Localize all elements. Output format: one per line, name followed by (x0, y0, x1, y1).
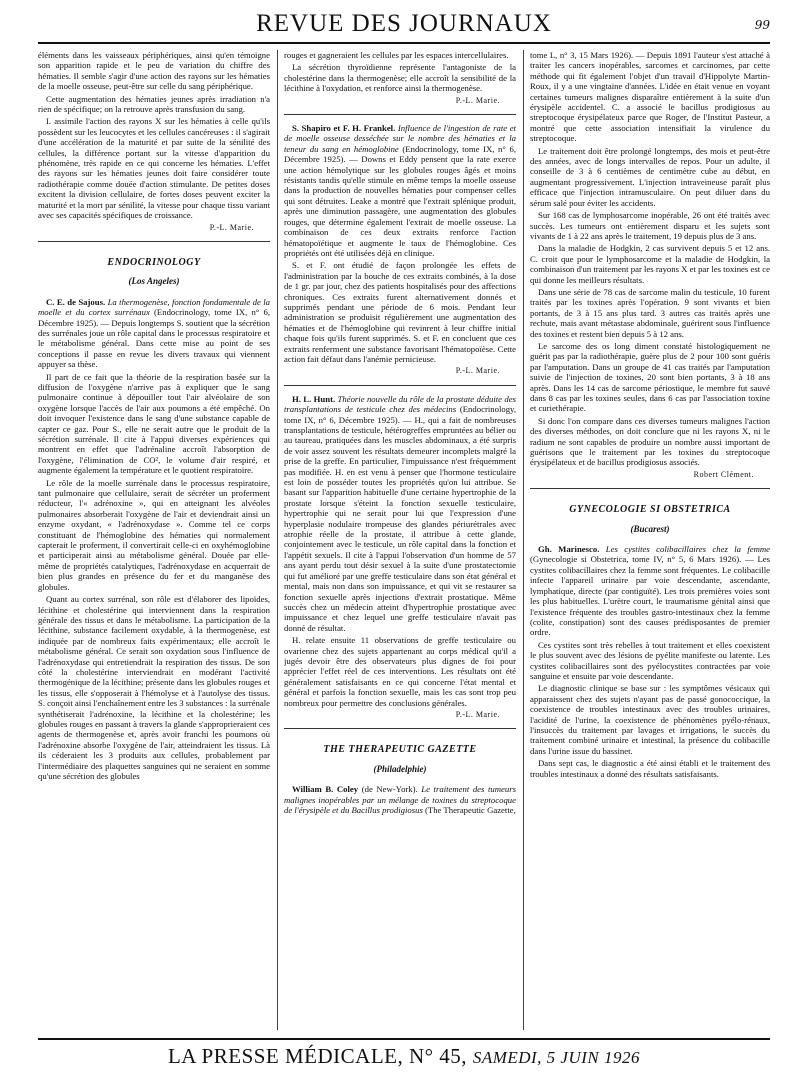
article-title: Le traitement des tumeurs malignes inopérables par un mélange de toxines du streptocoque de l'érysipèle et du Bacillus prodigiosus (284, 784, 516, 815)
paragraph: La sécrétion thyroïdienne représente l'antagoniste de la cholestérine dans la thermogenèse; elle accroît la sensibilité de la lécithine à l'oxydation, et renforce ainsi la thermogenèse. (284, 62, 516, 94)
paragraph: éléments dans les vaisseaux périphériques, ainsi qu'en témoigne son apparition rapide et le peu de variation du chiffre des hématies. Il semble s'agir d'une action des rayons sur les hématies de la moelle osseuse, peut-être sur celle du sang périphérique. (38, 50, 270, 92)
footer-text (38, 1044, 770, 1069)
paragraph: Le diagnostic clinique se base sur : les symptômes vésicaux qui apparaissent chez des sujets n'ayant pas de passé gonococcique, la coexistence de troubles intestinaux avec des troubles urinaires, l'acidité de l'urine, la coexistence de phénomènes pyélo-rénaux, l'insuccès du traitement par lavages et irrigations, le succès du traitement combiné urinaire et intestinal, la présence du colibacille dans l'urine issue du bassinet. (530, 683, 770, 756)
paragraph: Cette augmentation des hématies jeunes après irradiation n'a rien de spécifique; on la retrouve après transfusion du sang. (38, 93, 270, 115)
column-divider (277, 50, 278, 1030)
paragraph: Le traitement doit être prolongé longtemps, des mois et peut-être des années, avec de longs intervalles de repos. Pour un adulte, il conseille de 3 à 6 centièmes de centimètre cube au début, en augmentant progressivement. L'injection intraveineuse paraît plus efficace que l'injection intramusculaire. On peut diluer dans du sérum salé pour éviter les accidents. (530, 145, 770, 208)
page-number: 99 (754, 18, 770, 32)
signature: P.-L. Marie. (455, 366, 500, 376)
footer-journal: LA PRESSE MÉDICALE, N° 45, (167, 1044, 468, 1068)
section-heading: THE THERAPEUTIC GAZETTE (323, 744, 477, 756)
article-title: La thermogenèse, fonction fondamentale de la moelle et du cortex surrénaux (38, 296, 270, 318)
separator (284, 385, 516, 386)
column-2 (284, 50, 516, 1030)
article-intro (530, 544, 770, 638)
article-source: (The Therapeutic Gazette, (425, 805, 516, 815)
section-city: (Bucarest) (630, 523, 670, 534)
paragraph: Ces cystites sont très rebelles à tout traitement et elles coexistent le plus souvent avec des lésions de pyélite manifeste ou latente. Les cystites colibacillaires sont des pyélocystites contractées par voie sanguine et ensuite par voie descendante. (530, 639, 770, 681)
article-intro (284, 394, 516, 633)
page-title: REVUE DES JOURNAUX (256, 10, 552, 37)
article-author: H. L. Hunt. (292, 393, 336, 404)
paragraph: Si donc l'on compare dans ces diverses tumeurs malignes l'action des diverses méthodes, on doit conclure que ni les rayons X, ni le radium ne sont capables de produire un nombre aussi important de guérisons que le traitement par les toxines du streptocoque érysipélateux et de bacillus prodigiosus associés. (530, 415, 770, 468)
article-title: Les cystites colibacillaires chez la femme (605, 544, 770, 555)
separator (530, 488, 770, 489)
signature: P.-L. Marie. (455, 95, 500, 105)
paragraph: Il part de ce fait que la théorie de la respiration basée sur la diffusion de l'oxygène n'arrive pas à expliquer que le sang pulmonaire continue à dépouiller tout l'air alvéolaire de son oxygène lorsque l'accès de l'air aux poumons a été empêché. On doit invoquer l'existence dans le sang d'une substance capable de capter ce gaz. Pour S., elle ne serait autre que le produit de la sécrétion surrénale. Il cite à l'appui diverses expériences qui montrent en effet que l'adrénaline accroît l'absorption de l'oxygène, l'élimination de CO², le volume d'air respiré, et augmente également la température et le quotient respiratoire. (38, 371, 270, 476)
paragraph: H. relate ensuite 11 observations de greffe testiculaire ou ovarienne chez des sujets appartenant au corps médical qu'il a jugés devoir être des observateurs plus dignes de foi pour apprécier l'effet réel de ces interventions. Les résultats ont été généralement satisfaisants en ce qui concerne l'état mental et général et parfois la fonction sexuelle, mais les cas sont trop peu nombreux pour permettre des conclusions générales. (284, 635, 516, 708)
journal-page (38, 8, 770, 1074)
separator (284, 114, 516, 115)
article-title: Théorie nouvelle du rôle de la prostate déduite des transplantations de testicule chez des médecins (284, 393, 516, 415)
column-3 (530, 50, 770, 1030)
article-source: (Endocrinology, tome IX, n° 6, Décembre 1925). — H., qui a fait de nombreuses transplantations de testicule, hétérogreffes empruntées au bélier ou au taureau, pratiquées dans les muscles abdominaux, a été surpris de voir assez souvent les résultats demeurer incomplets malgré la prise de la greffe. En particulier, l'impuissance n'est fréquemment pas modifiée. H. en est venu à penser que l'hormone testiculaire est loin de posséder toutes les propriétés qu'on lui attribue. Se basant sur l'apparition habituelle d'une certaine hypertrophie de la prostate lorsque s'éteint la fonction sexuelle testiculaire, hypertrophie qui ne serait pour lui que l'expression d'une hyperplasie nodulaire trompeuse des glandes périurétrales avec atrophie réelle de la prostate, il attribue à cette glande, conjointement avec le testicule, un rôle capital dans la fonction et l'appétit sexuels. Il cite à l'appui l'observation d'un homme de 57 ans ayant perdu tout désir sexuel à la suite d'une prostatectomie qui fut amélioré par une greffe testiculaire dans son état général et mental, mais non dans son impuissance, et qui vit se restaurer sa fonction sexuelle après injections d'extrait prostatique. Même succès chez un médecin atteint d'hypertrophie prostatique avec impuissance et chez lequel une greffe testiculaire n'avait pas donné de résultat. (284, 404, 516, 633)
article-intro (38, 297, 270, 370)
paragraph: Sur 168 cas de lymphosarcome inopérable, 26 ont été traités avec succès. Les tumeurs ont entièrement disparu et les sujets sont vivants de 1 à 22 ans après le traitement, 19 depuis plus de 3 ans. (530, 210, 770, 241)
signature: Robert Clément. (693, 469, 754, 479)
article-author: William B. Coley (292, 784, 359, 795)
separator (284, 728, 516, 729)
column-1 (38, 50, 270, 1030)
paragraph: I. assimile l'action des rayons X sur les hématies à celle qu'ils possèdent sur les leucocytes et les cellules cancéreuses : il s'agirait d'une accélération de la maturité et par suite de la sénilité des cellules, la différence portant sur la vitesse d'apparition du phénomène, très rapide en ce qui concerne les hématies. L'effet des rayons sur les hématies jeunes doit faire considérer toute radiothérapie comme douée d'action stimulante. De petites doses excitent la division cellulaire, de fortes doses peuvent exciter la maturité et la mort par sénilité, la vitesse pour chaque tissu variant avec ses capacités spécifiques de croissance. (38, 116, 270, 221)
text-columns (38, 50, 770, 1030)
signature: P.-L. Marie. (455, 709, 500, 719)
article-place: (de New-York). (361, 784, 418, 795)
column-divider (523, 50, 524, 1030)
article-author: S. Shapiro et F. H. Frankel. (292, 123, 396, 134)
paragraph: Le sarcome des os long diment constaté histologiquement ne guérit pas par la radiothérapie, guère plus de 2 pour 100 sont guéris par l'amputation. Dans un groupe de 41 cas traités par l'amputation suivie de l'injection de toxines, 20 sont bien portants, 3 à 18 ans après. Dans les 14 cas de sarcome périostique, le membre fut sauvé dans 8 cas par les toxines seules, dans 6 cas par l'association toxine et curiethérapie. (530, 340, 770, 414)
article-author: Gh. Marinesco. (538, 544, 600, 555)
article-author: C. E. de Sajous. (46, 296, 106, 307)
paragraph: Le rôle de la moelle surrénale dans le processus respiratoire, tant pulmonaire que cellulaire, serait de sécréter un proferment réducteur, l'« adrénoxine », qui en atteignant les alvéoles pulmonaires absorberait l'oxygène de l'air et deviendrait ainsi un enzyme oxydant, « l'adrénoxydase ». Comme tel ce corps constituant de l'hémoglobine des hématies qui normalement capterait le proferment, il convertirait celle-ci en oxyhémoglobine et participerait ainsi au métabolisme général. Douée par elle-même de propriétés catalytiques, l'adrénoxydase en acquerrait de bien plus grandes en présence du fer et du manganèse des globules. (38, 477, 270, 592)
article-intro (284, 784, 516, 815)
section-heading: ENDOCRINOLOGY (107, 256, 201, 268)
paragraph: Dans une série de 78 cas de sarcome malin du testicule, 10 furent traités par les toxines après l'opération. 9 sont vivants et bien portants, de 3 à 15 ans plus tard. 3 autres cas traités après une rechute, mais avant métastase abdominale, guérirent sous l'influence des toxines et restent bien depuis 5 à 12 ans. (530, 286, 770, 339)
separator (38, 241, 270, 242)
section-city: (Los Angeles) (128, 276, 180, 287)
paragraph: rouges et gagneraient les cellules par les espaces intercellulaires. (284, 50, 509, 60)
paragraph: S. et F. ont étudié de façon prolongée les effets de l'administration par la bouche de ces extraits combinés, à la dose de 1 gr. par jour, chez des patients hospitalisés pour des affections chroniques. Ces extraits furent alternativement donnés et supprimés pendant une période de 6 mois. Pendant leur administration se produisit régulièrement une augmentation des hématies et de l'hémoglobine qui revinrent à leur chiffre initial chaque fois qu'ils furent supprimés. S. et F. en concluent que ces extraits renferment une substance favorisant l'hématopoïèse. Cette action fait défaut dans l'anémie pernicieuse. (284, 260, 516, 364)
section-heading: GYNECOLOGIE SI OBSTETRICA (569, 504, 731, 516)
article-intro (284, 123, 516, 258)
page-footer (38, 1038, 770, 1070)
page-header (38, 8, 770, 44)
paragraph: Quant au cortex surrénal, son rôle est d'élaborer des lipoïdes, lécithine et cholestérine qui interviennent dans la respiration générale des tissus et dans le métabolisme. La participation de la lécithine, substance facilement oxydable, à la thermogenèse, est indiquée par de nombreux faits expérimentaux; elle accroît le métabolisme général. Ce serait son oxydation sous l'influence de l'adrénoxydase qui entretiendrait la respiration des tissus. De son côté la cholestérine interviendrait en modérant l'activité thermogénique de la lécithine; présente dans les globules rouges et les tissus, elle s'opposerait à l'hémolyse et à l'autolyse des tissus. S. conçoit ainsi l'enchaînement entre les 3 substances : la surrénale synthétiserait l'adrénoxine, la lécithine et la cholestérine; les globules rouges en passant à travers la glande s'approprieraient ces agents de thermogenèse et, après avoir franchi les poumons où l'adrénoxine absorbe l'oxygène de l'air, atteindraient les tissus. Là ils céderaient les 3 produits aux cellules, probablement par l'intermédiaire des plaquettes sanguines qui ne seraient en somme qu'une sécrétion des globules (38, 594, 270, 781)
article-title: Influence de l'ingestion de rate et de moelle osseuse desséchée sur le nombre des hématies et la teneur du sang en hémoglobine (284, 123, 516, 154)
article-source: (Endocrinology, tome IX, n° 6, Décembre 1925). — Downs et Eddy pensent que la rate exerce une action hémolytique sur les globules rouges âgés et moins résistants tandis qu'elle stimule en même temps la moelle osseuse dans la production de nouvelles hématies pour compenser celles qui sont détruites. Leake a montré que l'extrait splénique produit, après une diminution passagère, une augmentation des globules rouges, que détermine également l'extrait de moelle osseuse. La combinaison de ces deux extraits renforce l'action hématopoïétique et augmente le taux de l'hémoglobine. Ces propriétés ont été utilisées déjà en clinique. (284, 143, 516, 258)
article-source: (Gynecologie si Obstetrica, tome IV, n° 5, 6 Mars 1926). — Les cystites colibacillaires chez la femme sont fréquentes. Le colibacille infecte l'appareil urinaire par voie descendante, ascendante, lymphatique, directe (par contiguïté). Les trois premières voies sont les plus habituelles. L'urètre court, le traumatisme génital ainsi que l'existence fréquente des troubles gastro-intestinaux chez la femme (colite, constipation) sont des causes prédisposantes de premier ordre. (530, 554, 770, 638)
paragraph: Dans la maladie de Hodgkin, 2 cas survivent depuis 5 et 12 ans. C. croit que pour le lymphosarcome et la maladie de Hodgkin, la combinaison d'un traitement par les rayons X et par les toxines est ce qui donne les meilleurs résultats. (530, 243, 770, 285)
footer-date: SAMEDI, 5 JUIN 1926 (472, 1048, 641, 1067)
paragraph: Dans sept cas, le diagnostic a été ainsi établi et le traitement des troubles intestinaux a donné des résultats satisfaisants. (530, 758, 770, 779)
paragraph: tome L, n° 3, 15 Mars 1926). — Depuis 1891 l'auteur s'est attaché à traiter les cancers inopérables, sarcomes et carcinomes, par cette méthode qui fit également l'objet d'un travail d'Hippolyte Martin-Roux, il y a une vingtaine d'années. L'idée en était venue en voyant certaines tumeurs malignes disparaître entièrement à la suite d'un érysipèle accidentel. C. a associé le bacillus prodigiosus au streptocoque érysipélateux parce que Roger, de l'Institut Pasteur, a montré que cette association intensifiait la virulence du streptocoque. (530, 50, 770, 144)
section-city: (Philadelphie) (373, 763, 427, 774)
article-source: (Endocrinology, tome IX, n° 6, Décembre 1925). — Depuis longtemps S. soutient que la sécrétion des surrénales joue un rôle capital dans le processus respiratoire et le métabolisme général. Dans cette mise au point de ses conceptions il passe en revue les divers travaux qui viennent appuyer sa thèse. (38, 307, 270, 370)
signature: P.-L. Marie. (209, 222, 254, 232)
